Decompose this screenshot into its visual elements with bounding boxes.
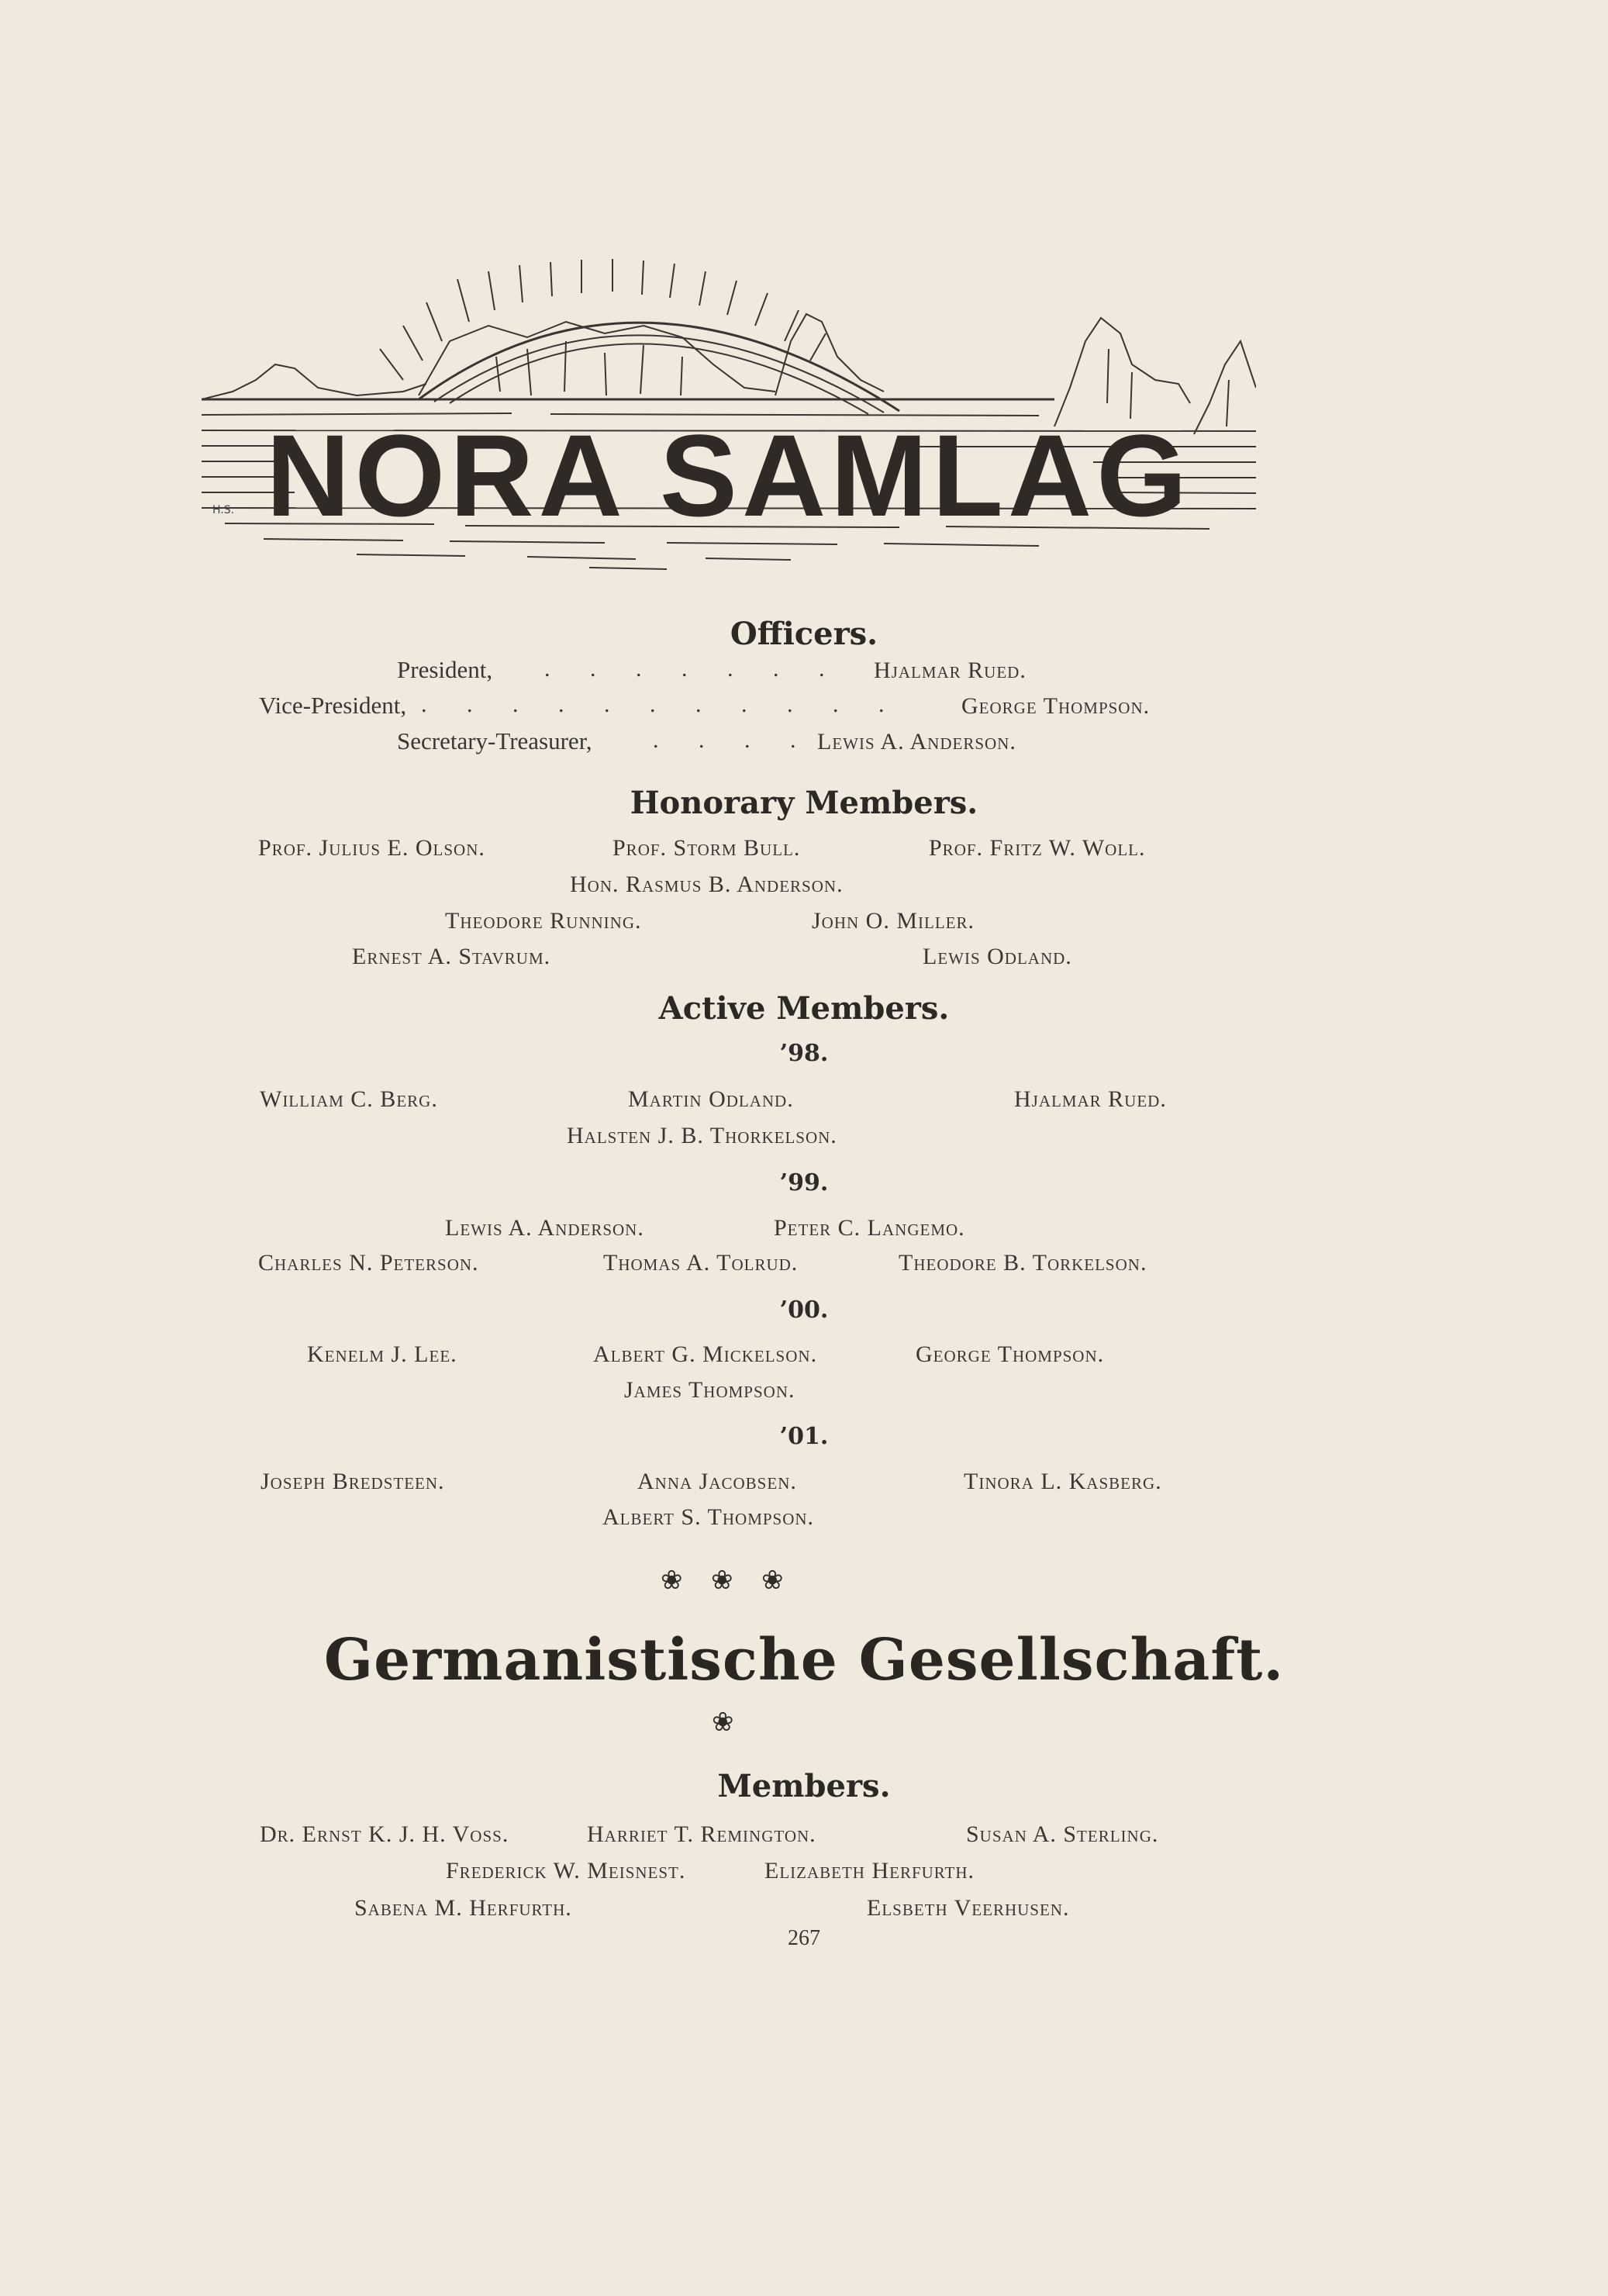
vice-president-name: George Thompson. (961, 693, 1151, 719)
active-member: Theodore B. Torkelson. (899, 1250, 1147, 1276)
active-members-heading: Active Members. (658, 990, 950, 1027)
society-member: Susan A. Sterling. (966, 1821, 1159, 1847)
society-member: Elsbeth Veerhusen. (867, 1895, 1070, 1921)
president-label: President, (397, 656, 493, 683)
active-member: Albert G. Mickelson. (593, 1341, 818, 1367)
president-dots: . . . . . . . (544, 656, 842, 682)
vice-president-dots: . . . . . . . . . . . (421, 692, 902, 717)
active-member: Martin Odland. (628, 1086, 794, 1112)
class-year-00: ’00. (779, 1296, 829, 1324)
society-member: Dr. Ernst K. J. H. Voss. (260, 1821, 509, 1847)
honorary-member: Prof. Fritz W. Woll. (929, 835, 1146, 861)
active-member: William C. Berg. (260, 1086, 438, 1112)
secretary-treasurer-dots: . . . . (653, 727, 813, 753)
members-heading: Members. (717, 1768, 891, 1804)
society-title: Germanistische Gesellschaft. (323, 1627, 1285, 1694)
flower-ornament-icon: ❀ (712, 1708, 734, 1737)
honorary-member: Ernest A. Stavrum. (352, 944, 551, 969)
active-member: James Thompson. (624, 1377, 795, 1403)
banner-illustration (202, 248, 1256, 574)
honorary-member: Theodore Running. (445, 908, 642, 934)
vice-president-label: Vice-President, (259, 692, 407, 719)
page-number: 267 (788, 1926, 820, 1950)
active-member: George Thompson. (916, 1341, 1105, 1367)
honorary-members-heading: Honorary Members. (630, 785, 978, 821)
society-member: Harriet T. Remington. (587, 1821, 816, 1847)
active-member: Hjalmar Rued. (1014, 1086, 1167, 1112)
active-member: Lewis A. Anderson. (445, 1215, 644, 1241)
active-member: Charles N. Peterson. (258, 1250, 479, 1276)
flower-ornament-icon: ❀ ❀ ❀ (661, 1566, 795, 1595)
honorary-member: Hon. Rasmus B. Anderson. (570, 872, 844, 897)
active-member: Peter C. Langemo. (774, 1215, 965, 1241)
banner-title: NORA SAMLAG (266, 410, 1192, 540)
honorary-member: John O. Miller. (812, 908, 975, 934)
society-member: Frederick W. Meisnest. (446, 1858, 686, 1883)
active-member: Thomas A. Tolrud. (603, 1250, 799, 1276)
president-name: Hjalmar Rued. (874, 658, 1027, 683)
honorary-member: Lewis Odland. (923, 944, 1072, 969)
honorary-member: Prof. Julius E. Olson. (258, 835, 485, 861)
active-member: Anna Jacobsen. (637, 1469, 797, 1494)
active-member: Albert S. Thompson. (602, 1504, 815, 1530)
secretary-treasurer-label: Secretary-Treasurer, (397, 727, 592, 754)
class-year-99: ’99. (779, 1169, 829, 1196)
active-member: Tinora L. Kasberg. (964, 1469, 1162, 1494)
active-member: Joseph Bredsteen. (261, 1469, 445, 1494)
officers-heading: Officers. (730, 616, 878, 652)
society-member: Elizabeth Herfurth. (764, 1858, 975, 1883)
active-member: Kenelm J. Lee. (307, 1341, 457, 1367)
active-member: Halsten J. B. Thorkelson. (567, 1123, 837, 1148)
class-year-01: ’01. (779, 1423, 829, 1450)
secretary-treasurer-name: Lewis A. Anderson. (817, 729, 1016, 754)
society-member: Sabena M. Herfurth. (354, 1895, 572, 1921)
artist-initials: H.S. (212, 504, 235, 516)
honorary-member: Prof. Storm Bull. (612, 835, 801, 861)
class-year-98: ’98. (779, 1040, 829, 1067)
